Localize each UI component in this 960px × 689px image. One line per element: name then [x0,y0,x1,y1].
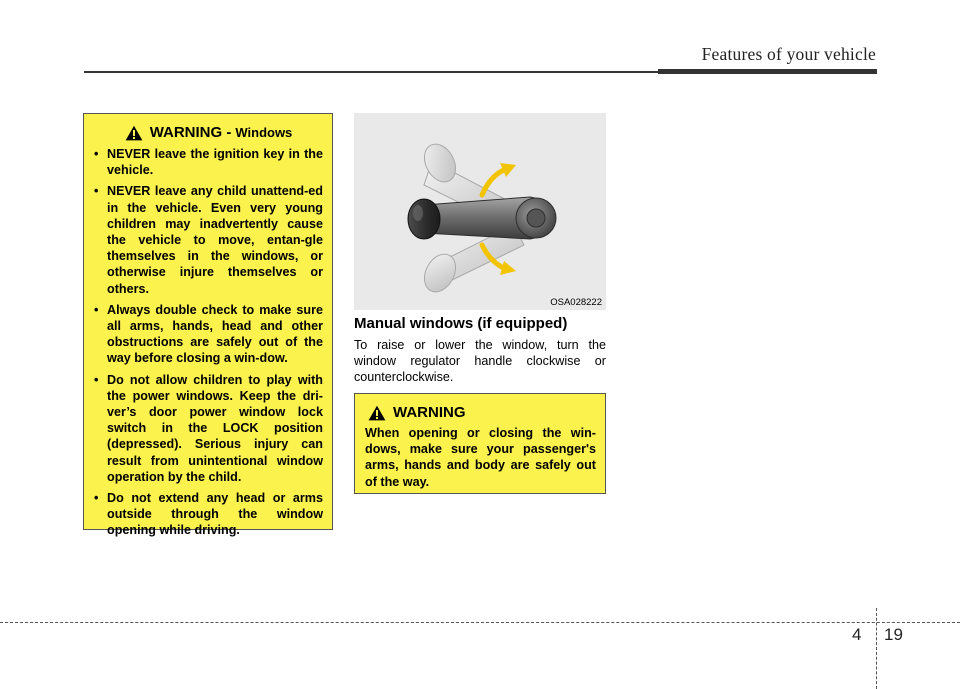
warning-box-small [354,393,606,494]
page-number: 19 [884,625,903,644]
warning-list [94,146,323,539]
warning-item: • Do not allow children to play with the power windows. Keep the dri-ver’s door power window lock switch in the LOCK position (depressed). Serious injury can result from unintentional window operation by the child. [94,372,323,485]
warning-triangle-icon [125,125,143,141]
warning-triangle-icon [368,405,386,421]
header-rule-bold [658,69,877,74]
header-title: Features of your vehicle [701,44,876,64]
header-rule [84,71,658,73]
footer-divider [876,608,877,689]
page-chapter: 4 [852,625,862,644]
warning-item: • Do not extend any head or arms outside through the window opening while driving. [94,490,323,539]
warning-title [94,124,323,141]
window-crank-illustration [354,113,606,310]
window-handle-figure [354,113,606,310]
warning-box-windows [83,113,333,538]
warning-item: • NEVER leave any child unattend-ed in the vehicle. Even very young children may inadvertently cause the vehicle to move, entan-gle themselves in the windows, or otherwise injure themselves or others. [94,183,323,296]
warning-title-text: WARNING - [149,124,232,141]
figure-code: OSA028222 [550,297,602,308]
warning-item: • Always double check to make sure all arms, hands, head and other obstructions are safely out of the way before closing a win-dow. [94,302,323,367]
section-body: To raise or lower the window, turn the window regulator handle clockwise or counterclockwise. [354,338,606,384]
warning-subtitle: Windows [235,125,293,140]
footer-rule [0,622,960,623]
warning-item: • NEVER leave the ignition key in the vehicle. [94,146,323,178]
section-title: Manual windows (if equipped) [354,315,568,332]
warning-small-body: When opening or closing the win-dows, make sure your passenger's arms, hands and body are safely out of the way. [365,426,596,489]
warning-title-small [365,404,596,421]
warning-title-small-text: WARNING [393,404,466,421]
